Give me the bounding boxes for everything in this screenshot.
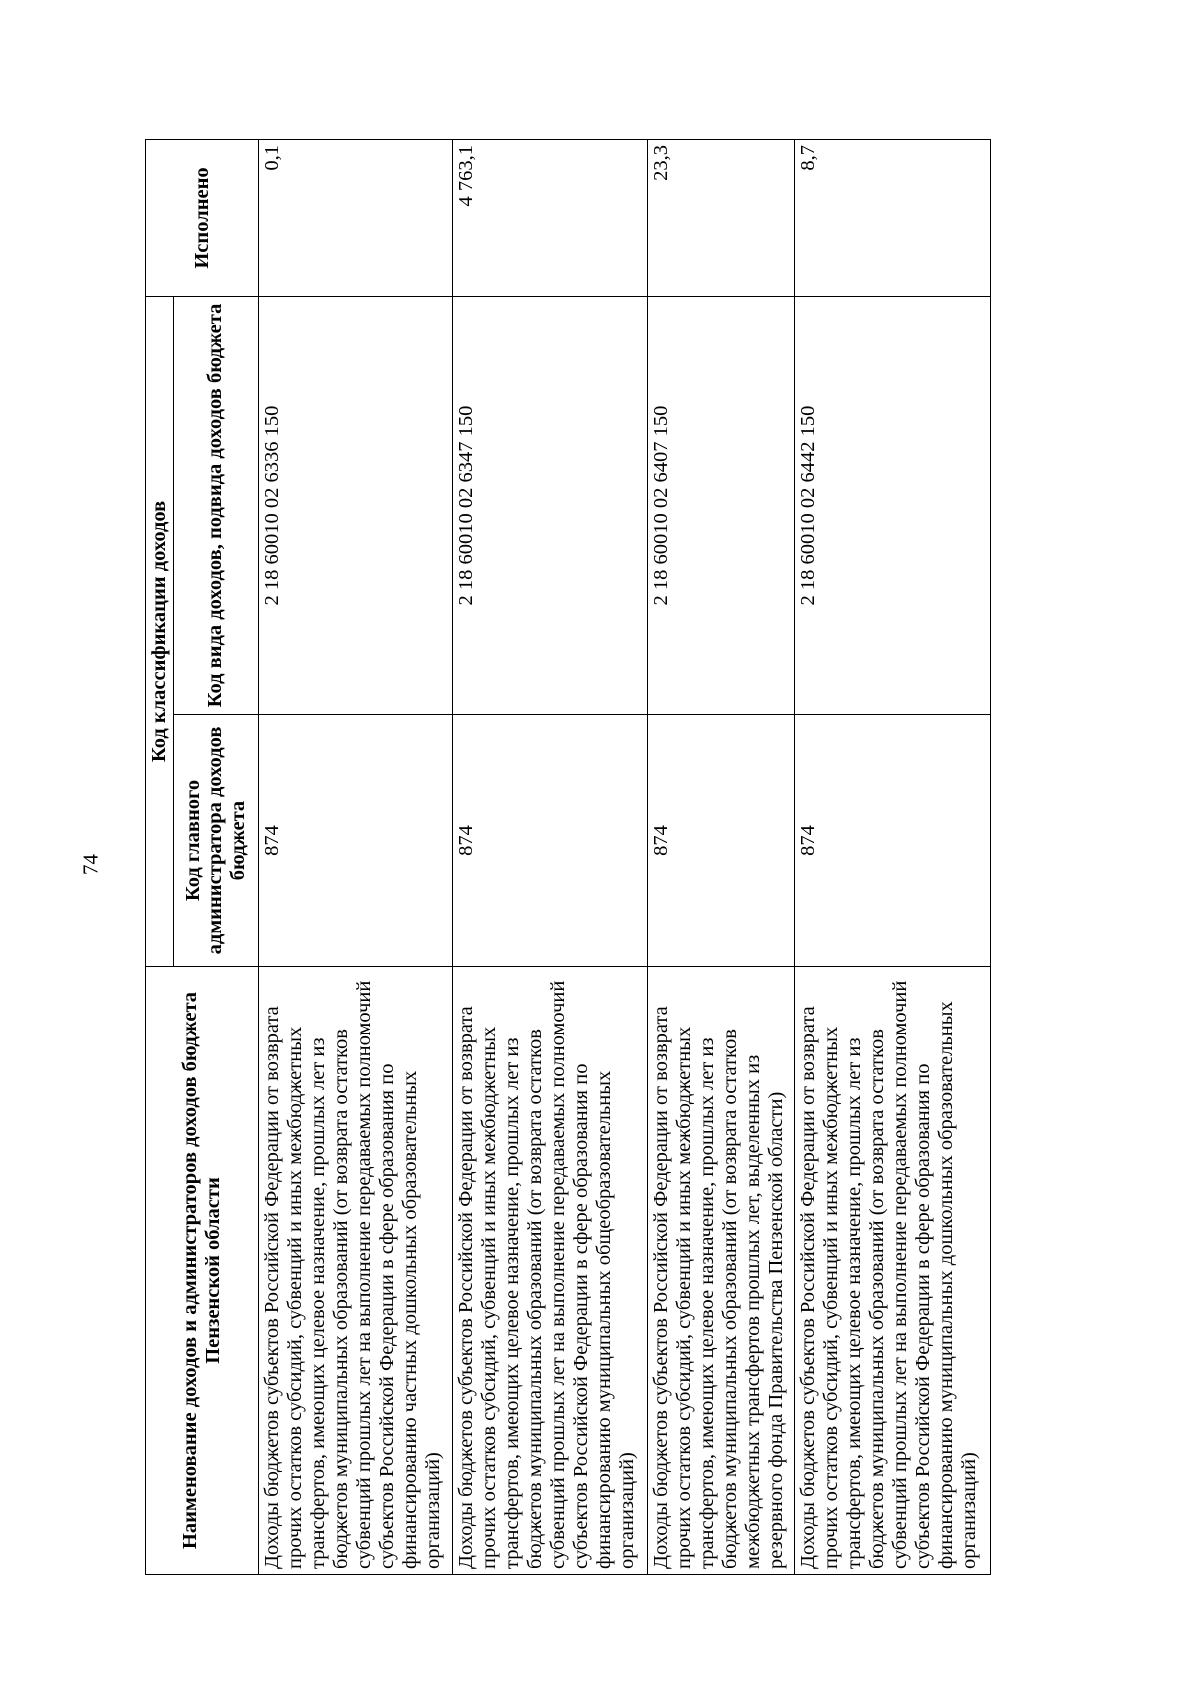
income-table	[145, 139, 991, 1575]
income-code-cell: 2 18 60010 02 6442 150	[795, 296, 991, 714]
page-number: 74	[78, 854, 103, 875]
income-code-cell: 2 18 60010 02 6407 150	[647, 296, 794, 714]
income-name-cell: Доходы бюджетов субъектов Российской Федерации от возврата прочих остатков субсидий, субвенций и иных межбюджетных трансфертов, имеющих целевое назначение, прошлых лет из бюджетов муниципальных образований (от возврата остатков субвенций прошлых лет на выполнение передаваемых полномочий субъектов Российской Федерации в сфере образования по финансированию частных дошкольных образовательных организаций)	[258, 967, 452, 1575]
executed-cell: 23,3	[647, 139, 794, 296]
executed-cell: 8,7	[795, 139, 991, 296]
header-name: Наименование доходов и администраторов доходов бюджета Пензенской области	[146, 967, 259, 1575]
income-name-cell: Доходы бюджетов субъектов Российской Федерации от возврата прочих остатков субсидий, субвенций и иных межбюджетных трансфертов, имеющих целевое назначение, прошлых лет из бюджетов муниципальных образований (от возврата остатков субвенций прошлых лет на выполнение передаваемых полномочий субъектов Российской Федерации в сфере образования по финансированию муниципальных общеобразовательных организаций)	[453, 967, 647, 1575]
header-executed: Исполнено	[146, 139, 259, 296]
header-admin-code: Код главного администратора доходов бюджета	[173, 715, 258, 967]
income-code-cell: 2 18 60010 02 6347 150	[453, 296, 647, 714]
header-income-code: Код вида доходов, подвида доходов бюджета	[173, 296, 258, 714]
income-name-cell: Доходы бюджетов субъектов Российской Федерации от возврата прочих остатков субсидий, субвенций и иных межбюджетных трансфертов, имеющих целевое назначение, прошлых лет из бюджетов муниципальных образований (от возврата остатков межбюджетных трансфертов прошлых лет, выделенных из резервного фонда Правительства Пензенской области)	[647, 967, 794, 1575]
table-row	[453, 139, 647, 1574]
executed-cell: 4 763,1	[453, 139, 647, 296]
admin-code-cell: 874	[258, 715, 452, 967]
income-name-cell: Доходы бюджетов субъектов Российской Федерации от возврата прочих остатков субсидий, субвенций и иных межбюджетных трансфертов, имеющих целевое назначение, прошлых лет из бюджетов муниципальных образований (от возврата остатков субвенций прошлых лет на выполнение передаваемых полномочий субъектов Российской Федерации в сфере образования по финансированию муниципальных дошкольных образовательных организаций)	[795, 967, 991, 1575]
table-row	[795, 139, 991, 1574]
header-classification: Код классификации доходов	[146, 296, 174, 966]
executed-cell: 0,1	[258, 139, 452, 296]
rotated-page-content	[145, 140, 991, 1575]
income-code-cell: 2 18 60010 02 6336 150	[258, 296, 452, 714]
admin-code-cell: 874	[647, 715, 794, 967]
admin-code-cell: 874	[795, 715, 991, 967]
admin-code-cell: 874	[453, 715, 647, 967]
table-row	[258, 139, 452, 1574]
table-row	[647, 139, 794, 1574]
